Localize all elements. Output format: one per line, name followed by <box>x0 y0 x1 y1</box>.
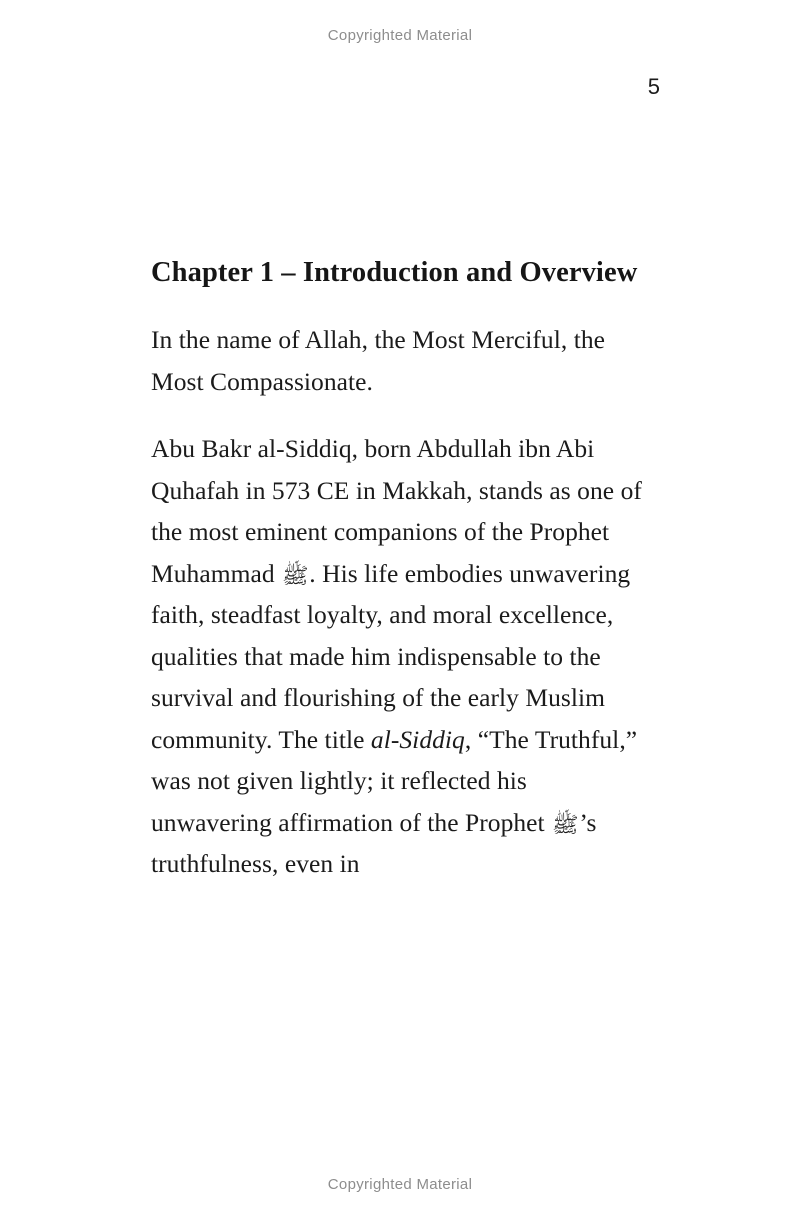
paragraph-text-segment: Abu Bakr al-Siddiq, born Abdullah ibn Abi Quhafah in 573 CE in Makkah, stands as one of the most eminent companions of the Prophet Muhammad <box>151 434 642 588</box>
paragraph-introduction <box>151 428 651 885</box>
honorific-sallallahu-alayhi-wasallam-icon: ﷺ <box>552 813 579 839</box>
chapter-title: Chapter 1 – Introduction and Overview <box>151 257 638 288</box>
paragraph-text-segment: , “The Truthful,” was not given lightly; it reflected his unwavering affirmation of the Prophet <box>151 724 638 837</box>
page-number: 5 <box>647 74 660 99</box>
copyright-watermark-bottom: Copyrighted Material <box>327 1176 473 1193</box>
paragraph-basmala: In the name of Allah, the Most Merciful, the Most Compassionate. <box>151 325 606 396</box>
copyright-watermark-top: Copyrighted Material <box>327 27 473 44</box>
page-content <box>151 252 651 885</box>
paragraph-text-segment: . His life embodies unwavering faith, steadfast loyalty, and moral excellence, qualities that made him indispensable to the survival and flourishing of the early Muslim community. The title <box>151 558 631 754</box>
italic-term-al-siddiq: al-Siddiq <box>370 724 465 754</box>
honorific-sallallahu-alayhi-wasallam-icon: ﷺ <box>281 564 309 590</box>
paragraph-text-segment: ’s truthfulness, even in <box>151 807 597 878</box>
